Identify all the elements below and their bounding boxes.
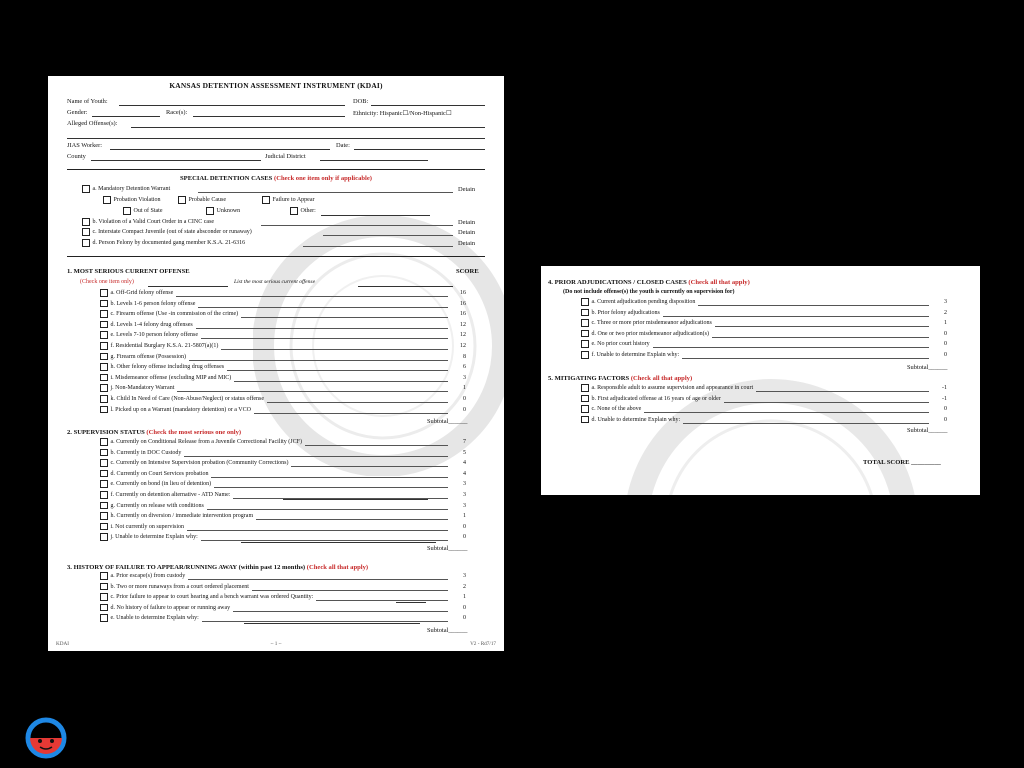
- leader-line: [254, 413, 448, 414]
- checkbox[interactable]: [581, 330, 589, 338]
- supervision-item[interactable]: [100, 491, 230, 500]
- fta-history-item[interactable]: [100, 593, 313, 602]
- fta-history-item-label: b. Two or more runaways from a court ordered placement: [110, 583, 249, 590]
- special-sub-probable-cause[interactable]: Probable Cause: [178, 196, 226, 205]
- leader-line: [211, 477, 448, 478]
- form-page-1: [48, 76, 504, 651]
- divider: [67, 169, 485, 170]
- special-sub-unknown[interactable]: Unknown: [206, 207, 240, 216]
- leader-line: [653, 347, 929, 348]
- supervision-item-score: 4: [463, 470, 466, 477]
- state-seal-watermark: [253, 216, 504, 476]
- checkbox[interactable]: [100, 289, 108, 297]
- offense-item-label: c. Firearm offense (Use -in commission of the crime): [110, 311, 239, 318]
- mitigating-item[interactable]: [581, 416, 680, 425]
- prior-adjudication-item[interactable]: [581, 340, 650, 349]
- checkbox[interactable]: [100, 604, 108, 612]
- divider: [67, 256, 485, 257]
- mitigating-item[interactable]: [581, 395, 721, 404]
- prior-adjudication-item-label: f. Unable to determine Explain why:: [591, 352, 680, 359]
- checkbox[interactable]: [100, 480, 108, 488]
- supervision-item-score: 4: [463, 460, 466, 467]
- leader: [303, 246, 453, 247]
- special-b-score: Detain: [458, 219, 476, 226]
- offense-item-score: 8: [463, 353, 466, 360]
- checkbox[interactable]: [100, 459, 108, 467]
- mitigating-item-score: -1: [942, 395, 947, 402]
- fta-history-item[interactable]: [100, 583, 249, 592]
- special-sub-other[interactable]: Other:: [290, 207, 316, 216]
- checkbox[interactable]: [100, 572, 108, 580]
- checkbox[interactable]: [581, 384, 589, 392]
- checkbox[interactable]: [100, 449, 108, 457]
- leader-line: [234, 381, 448, 382]
- offense-item-label: b. Levels 1-6 person felony offense: [110, 300, 196, 307]
- fta-history-item-score: 2: [463, 583, 466, 590]
- supervision-item-label: a. Currently on Conditional Release from a Juvenile Correctional Facility (JCF): [110, 439, 302, 446]
- section-1-subtotal: Subtotal______: [427, 418, 468, 425]
- checkbox[interactable]: [123, 207, 131, 215]
- checkbox[interactable]: [100, 384, 108, 392]
- offense-item-label: e. Levels 7-10 person felony offense: [110, 332, 199, 339]
- leader: [261, 225, 453, 226]
- checkbox[interactable]: [82, 228, 90, 236]
- leader-line: [227, 370, 448, 371]
- section-3-subtotal: Subtotal______: [427, 627, 468, 634]
- checkbox[interactable]: [100, 502, 108, 510]
- score-header: SCORE: [456, 268, 479, 275]
- supervision-item-label: c. Currently on Intensive Supervision probation (Community Corrections): [110, 460, 289, 467]
- prior-adjudication-item-label: c. Three or more prior misdemeanor adjudications: [591, 320, 712, 327]
- offense-item[interactable]: [100, 384, 174, 393]
- section-3-heading-text: 3. HISTORY OF FAILURE TO APPEAR/RUNNING AWAY (within past 12 months): [67, 564, 306, 571]
- offense-item-score: 16: [460, 311, 466, 318]
- offense-item-label: h. Other felony offense including drug offenses: [110, 364, 225, 371]
- special-note: (Check one item only if applicable): [274, 175, 372, 182]
- section-1-heading: 1. MOST SERIOUS CURRENT OFFENSE: [67, 268, 190, 275]
- prior-adjudication-item-label: e. No prior court history: [591, 341, 650, 348]
- ethnicity-label: Ethnicity: Hispanic☐/Non-Hispanic☐: [353, 110, 452, 117]
- leader-line: [256, 519, 448, 520]
- footer-right: V2 - Rd7/17: [470, 641, 496, 647]
- offense-item-label: l. Picked up on a Warrant (mandatory detention) or a VCO: [110, 406, 251, 413]
- leader-line: [184, 456, 448, 457]
- checkbox[interactable]: [82, 218, 90, 226]
- mitigating-item-score: 0: [944, 416, 947, 423]
- supervision-item-score: 3: [463, 502, 466, 509]
- prior-adjudication-item-score: 3: [944, 299, 947, 305]
- checkbox[interactable]: [100, 310, 108, 318]
- section-2-note: (Check the most serious one only): [146, 429, 242, 436]
- checkbox[interactable]: [290, 207, 298, 215]
- leader: [198, 192, 453, 193]
- offense-item-score: 16: [460, 300, 466, 307]
- section-2-heading: [67, 429, 241, 436]
- checkbox[interactable]: [100, 321, 108, 329]
- gender-field[interactable]: [92, 116, 160, 117]
- special-c-score: Detain: [458, 229, 476, 236]
- offense-item-score: 3: [463, 374, 466, 381]
- leader-line: [187, 530, 448, 531]
- offense-item-label: a. Off-Grid felony offense: [110, 290, 174, 297]
- checkbox[interactable]: [100, 583, 108, 591]
- leader-line: [291, 466, 448, 467]
- checkbox[interactable]: [581, 395, 589, 403]
- form-title: KANSAS DETENTION ASSESSMENT INSTRUMENT (KDAI): [169, 81, 383, 90]
- offense-item[interactable]: [100, 342, 218, 351]
- offense-item-label: j. Non-Mandatory Warrant: [110, 385, 175, 392]
- footer-center: ~ 1 ~: [270, 641, 282, 647]
- explain-field-s2[interactable]: [241, 542, 436, 543]
- worker-field[interactable]: [110, 149, 330, 150]
- leader-line: [196, 328, 448, 329]
- supervision-item-score: 7: [463, 439, 466, 445]
- checkbox[interactable]: [581, 351, 589, 359]
- leader-line: [267, 402, 448, 403]
- checkbox[interactable]: [100, 593, 108, 601]
- section-5-subtotal: Subtotal______: [907, 427, 948, 434]
- prior-adjudication-item[interactable]: [581, 298, 695, 307]
- leader-line: [214, 487, 448, 488]
- date-field[interactable]: [354, 149, 485, 150]
- mitigating-item-label: a. Responsible adult to assume supervision and appearance in court: [591, 385, 754, 392]
- footer-left: KDAI: [56, 641, 69, 647]
- fta-history-item-score: 0: [463, 615, 466, 622]
- atd-name-field[interactable]: [283, 499, 428, 500]
- mitigating-item-label: b. First adjudicated offense at 16 years of age or older: [591, 395, 721, 402]
- leader-line: [207, 509, 448, 510]
- special-item-d[interactable]: d. Person Felony by documented gang member K.S.A. 21-6316: [82, 239, 245, 248]
- prior-adjudication-item-label: a. Current adjudication pending disposition: [591, 299, 696, 306]
- other-field[interactable]: [321, 215, 430, 216]
- leader-line: [221, 349, 448, 350]
- fta-history-item-label: d. No history of failure to appear or running away: [110, 604, 231, 611]
- mitigating-item-score: 0: [944, 406, 947, 413]
- supervision-item[interactable]: [100, 470, 208, 479]
- offense-item-score: 12: [460, 332, 466, 339]
- leader-line: [724, 402, 929, 403]
- checkbox[interactable]: [581, 416, 589, 424]
- special-sub-fta[interactable]: Failure to Appear: [262, 196, 315, 205]
- checkbox[interactable]: [581, 405, 589, 413]
- leader-line: [252, 590, 448, 591]
- fta-history-item-score: 3: [463, 573, 466, 579]
- special-sub-out-of-state[interactable]: Out of State: [123, 207, 163, 216]
- county-label: County: [67, 153, 86, 160]
- supervision-item-score: 1: [463, 513, 466, 520]
- leader-line: [241, 317, 448, 318]
- checkbox[interactable]: [100, 342, 108, 350]
- fta-history-item[interactable]: [100, 614, 199, 623]
- offense-field-2[interactable]: [67, 138, 485, 139]
- checkbox[interactable]: [100, 406, 108, 414]
- prior-adjudication-item[interactable]: [581, 309, 660, 318]
- leader-line: [176, 296, 448, 297]
- leader-line: [663, 316, 929, 317]
- checkbox[interactable]: [100, 438, 108, 446]
- prior-adjudication-item-score: 0: [944, 341, 947, 348]
- supervision-item[interactable]: [100, 502, 204, 511]
- race-label: Race(s):: [166, 109, 188, 116]
- supervision-item-label: g. Currently on release with conditions: [110, 502, 204, 509]
- section-4-note: (Check all that apply): [688, 279, 750, 286]
- supervision-item-label: e. Currently on bond (in lieu of detention): [110, 481, 212, 488]
- offense-item-label: g. Firearm offense (Possession): [110, 353, 187, 360]
- special-d-score: Detain: [458, 240, 476, 247]
- mitigating-item[interactable]: [581, 384, 753, 393]
- prior-adjudication-item-score: 2: [944, 309, 947, 316]
- supervision-item[interactable]: [100, 480, 211, 489]
- leader-line: [682, 358, 929, 359]
- form-page-2: [541, 266, 980, 495]
- prior-adjudication-item-score: 0: [944, 330, 947, 337]
- supervision-item-label: j. Unable to determine Explain why:: [110, 534, 198, 541]
- quantity-field[interactable]: [396, 602, 426, 603]
- checkbox[interactable]: [581, 298, 589, 306]
- checkbox[interactable]: [581, 319, 589, 327]
- supervision-item[interactable]: [100, 449, 181, 458]
- fta-history-item[interactable]: [100, 572, 185, 581]
- checkbox[interactable]: [100, 395, 108, 403]
- offense-item[interactable]: [100, 374, 231, 383]
- district-field[interactable]: [320, 160, 428, 161]
- supervision-item-label: f. Currently on detention alternative - ATD Name:: [110, 492, 231, 499]
- supervision-item-score: 5: [463, 449, 466, 456]
- fta-history-item-label: a. Prior escape(s) from custody: [110, 573, 186, 580]
- prior-adjudication-item-label: b. Prior felony adjudications: [591, 309, 660, 316]
- special-item-b[interactable]: b. Violation of a Valid Court Order in a CINC case: [82, 218, 214, 227]
- special-item-a[interactable]: a. Mandatory Detention Warrant: [82, 185, 170, 194]
- prior-adjudication-item-score: 1: [944, 320, 947, 327]
- section-5-heading-text: 5. MITIGATING FACTORS: [548, 375, 630, 382]
- checkbox[interactable]: [100, 363, 108, 371]
- checkbox[interactable]: [581, 340, 589, 348]
- total-score: TOTAL SCORE _________: [863, 459, 941, 466]
- checkbox[interactable]: [100, 300, 108, 308]
- special-a-score: Detain: [458, 186, 476, 193]
- checkbox[interactable]: [262, 196, 270, 204]
- section-1-list-note: List the most serious current offense: [234, 279, 316, 285]
- fta-history-item-label: c. Prior failure to appear to court hearing and a bench warrant was ordered Quantity:: [110, 594, 314, 601]
- offense-item[interactable]: [100, 395, 264, 404]
- checkbox[interactable]: [100, 491, 108, 499]
- prior-adjudication-item[interactable]: [581, 351, 679, 360]
- leader-line: [644, 412, 929, 413]
- leader-line: [683, 423, 929, 424]
- leader: [323, 235, 453, 236]
- leader-line: [305, 445, 448, 446]
- supervision-item-label: h. Currently on diversion / immediate intervention program: [110, 513, 254, 520]
- dob-field[interactable]: [371, 105, 485, 106]
- explain-field-s3[interactable]: [244, 623, 420, 624]
- leader-line: [712, 337, 929, 338]
- section-4-subnote: (Do not include offense(s) the youth is currently on supervision for): [563, 289, 735, 295]
- section-4-subtotal: Subtotal______: [907, 364, 948, 371]
- offense-item-label: k. Child In Need of Care (Non-Abuse/Neglect) or status offense: [110, 396, 265, 403]
- leader-line: [189, 360, 448, 361]
- checkbox[interactable]: [103, 196, 111, 204]
- offense-list-field-2[interactable]: [358, 286, 453, 287]
- special-heading: [48, 175, 504, 182]
- supervision-item[interactable]: [100, 533, 198, 542]
- section-2-subtotal: Subtotal______: [427, 545, 468, 552]
- special-sub-probation[interactable]: Probation Violation: [103, 196, 161, 205]
- checkbox[interactable]: [82, 239, 90, 247]
- section-5-heading: [548, 375, 692, 382]
- offense-item-label: d. Levels 1-4 felony drug offenses: [110, 321, 193, 328]
- supervision-item[interactable]: [100, 523, 184, 532]
- leader-line: [177, 391, 448, 392]
- checkbox[interactable]: [206, 207, 214, 215]
- offense-item[interactable]: [100, 353, 186, 362]
- supervision-item-label: b. Currently in DOC Custody: [110, 449, 182, 456]
- offense-item-label: f. Residential Burglary K.S.A. 21-5807(a)(1): [110, 343, 219, 350]
- offense-item-score: 12: [460, 343, 466, 349]
- checkbox[interactable]: [100, 523, 108, 531]
- checkbox[interactable]: [100, 512, 108, 520]
- section-3-heading: [67, 564, 368, 571]
- supervision-item[interactable]: [100, 512, 253, 521]
- offense-item[interactable]: [100, 300, 195, 309]
- section-4-heading-text: 4. PRIOR ADJUDICATIONS / CLOSED CASES: [548, 279, 687, 286]
- offense-item-score: 1: [463, 385, 466, 392]
- section-1-note: (Check one item only): [80, 279, 134, 285]
- checkbox[interactable]: [100, 374, 108, 382]
- gender-label: Gender:: [67, 109, 88, 116]
- supervision-item-label: d. Currently on Court Services probation: [110, 470, 209, 477]
- supervision-item-score: 3: [463, 481, 466, 488]
- county-field[interactable]: [91, 160, 261, 161]
- fta-history-item-score: 1: [463, 594, 466, 601]
- leader-line: [198, 307, 448, 308]
- prior-adjudication-item[interactable]: [581, 330, 709, 339]
- worker-label: JIAS Worker:: [67, 142, 103, 149]
- section-5-note: (Check all that apply): [630, 375, 693, 382]
- special-heading-text: SPECIAL DETENTION CASES: [180, 175, 273, 182]
- dob-label: DOB:: [353, 98, 369, 105]
- offense-item[interactable]: [100, 331, 198, 340]
- mitigating-item[interactable]: [581, 405, 641, 414]
- checkbox[interactable]: [100, 470, 108, 478]
- prior-adjudication-item[interactable]: [581, 319, 712, 328]
- supervision-item[interactable]: [100, 438, 302, 447]
- robot-face-icon: [24, 716, 68, 760]
- mitigating-item-label: c. None of the above: [591, 406, 642, 413]
- checkbox[interactable]: [178, 196, 186, 204]
- supervision-item-label: i. Not currently on supervision: [110, 523, 184, 530]
- offense-item[interactable]: [100, 310, 238, 319]
- offense-item-score: 16: [460, 290, 466, 296]
- checkbox[interactable]: [82, 185, 90, 193]
- leader-line: [715, 326, 929, 327]
- checkbox[interactable]: [100, 533, 108, 541]
- fta-history-item-label: e. Unable to determine Explain why:: [110, 615, 199, 622]
- special-item-c[interactable]: c. Interstate Compact Juvenile (out of state absconder or runaway): [82, 228, 252, 237]
- prior-adjudication-item-score: 0: [944, 352, 947, 358]
- supervision-item-score: 3: [463, 492, 466, 498]
- leader-line: [698, 305, 929, 306]
- race-field[interactable]: [193, 116, 345, 117]
- fta-history-item-score: 0: [463, 604, 466, 611]
- offense-item[interactable]: [100, 363, 224, 372]
- section-2-heading-text: 2. SUPERVISION STATUS: [67, 429, 145, 436]
- mitigating-item-score: -1: [942, 385, 947, 391]
- supervision-item-score: 0: [463, 534, 466, 541]
- supervision-item[interactable]: [100, 459, 288, 468]
- offense-item[interactable]: [100, 406, 251, 415]
- leader-line: [316, 600, 448, 601]
- date-label: Date:: [336, 142, 350, 149]
- offense-label: Alleged Offense(s):: [67, 120, 118, 127]
- leader-line: [201, 338, 448, 339]
- checkbox[interactable]: [581, 309, 589, 317]
- offense-field[interactable]: [131, 127, 485, 128]
- fta-history-item[interactable]: [100, 604, 230, 613]
- offense-item[interactable]: [100, 321, 193, 330]
- checkbox[interactable]: [100, 331, 108, 339]
- section-3-note: (Check all that apply): [306, 564, 369, 571]
- offense-item-score: 12: [460, 321, 466, 328]
- offense-item-score: 0: [463, 396, 466, 402]
- checkbox[interactable]: [100, 614, 108, 622]
- offense-item-score: 0: [463, 406, 466, 413]
- name-field[interactable]: [119, 105, 345, 106]
- prior-adjudication-item-label: d. One or two prior misdemeanor adjudication(s): [591, 330, 709, 337]
- supervision-item-score: 0: [463, 523, 466, 530]
- offense-list-field[interactable]: [148, 286, 228, 287]
- district-label: Judicial District: [265, 153, 306, 160]
- offense-item-score: 6: [463, 364, 466, 371]
- mitigating-item-label: d. Unable to determine Explain why:: [591, 416, 681, 423]
- offense-item[interactable]: [100, 289, 173, 298]
- leader-line: [233, 611, 448, 612]
- offense-item-label: i. Misdemeanor offense (excluding MIP and MIC): [110, 374, 232, 381]
- section-4-heading: [548, 279, 750, 286]
- leader-line: [188, 579, 448, 580]
- leader-line: [756, 391, 929, 392]
- checkbox[interactable]: [100, 353, 108, 361]
- name-label: Name of Youth:: [67, 98, 108, 105]
